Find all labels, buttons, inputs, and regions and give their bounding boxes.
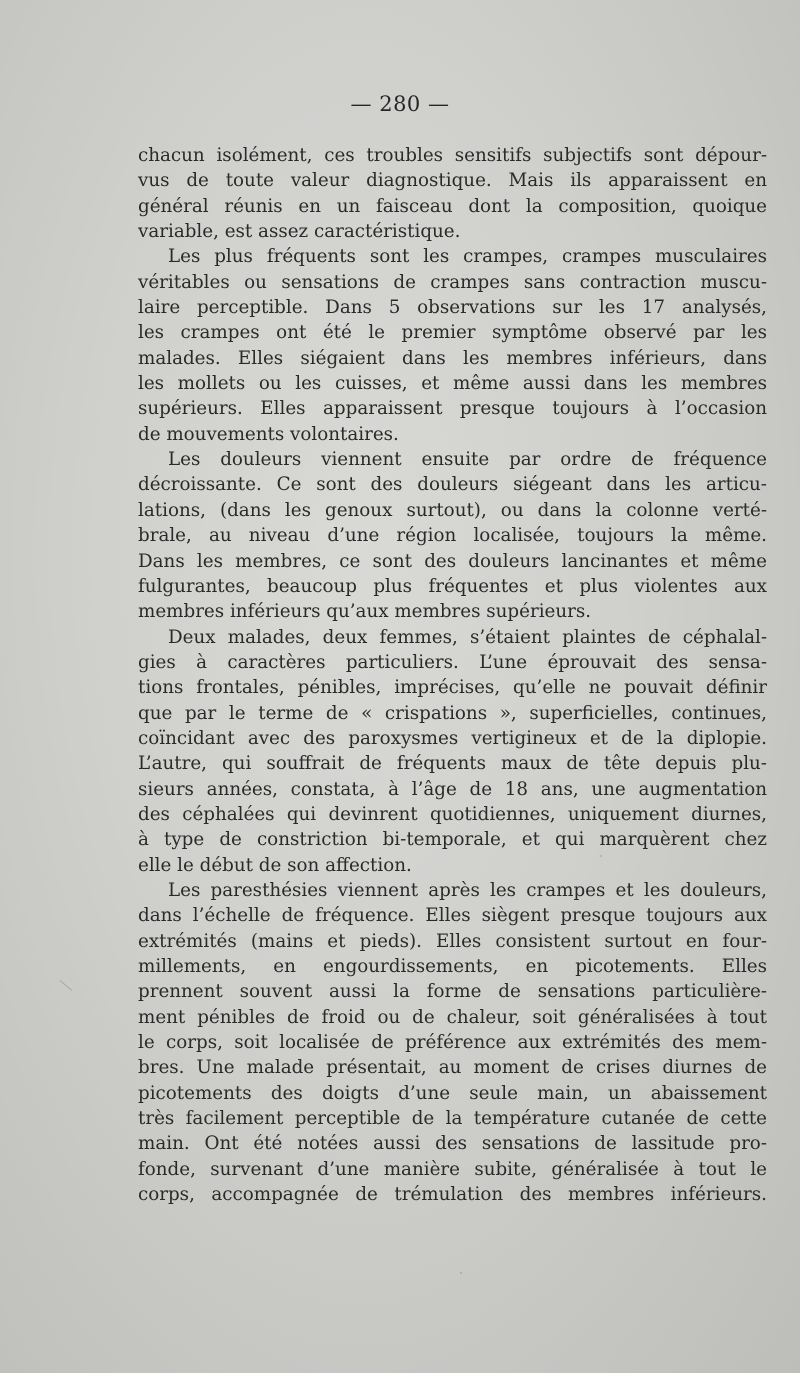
text-line: chacun isolément, ces troubles sensitifs subjectifs sont dépour- <box>138 145 767 166</box>
text-line: prennent souvent aussi la forme de sensations particulière- <box>138 981 767 1003</box>
text-line: malades. Elles siégaient dans les membres inférieurs, dans <box>138 347 767 369</box>
body-text <box>138 143 767 1207</box>
text-line: tions frontales, pénibles, imprécises, qu’elle ne pouvait définir <box>138 677 767 699</box>
text-line: lations, (dans les genoux surtout), ou dans la colonne verté- <box>138 499 767 521</box>
text-line: vus de toute valeur diagnostique. Mais ils apparaissent en <box>138 170 767 192</box>
text-line: coïncidant avec des paroxysmes vertigineux et de la diplopie. <box>138 727 767 749</box>
text-line: bres. Une malade présentait, au moment de crises diurnes de <box>138 1057 767 1079</box>
text-line: corps, accompagnée de trémulation des membres inférieurs. <box>138 1184 767 1206</box>
text-line: supérieurs. Elles apparaissent presque toujours à l’occasion <box>138 398 767 420</box>
paper-speck <box>460 1272 462 1274</box>
paragraph-start-line: Les plus fréquents sont les crampes, crampes musculaires <box>168 246 767 268</box>
text-line: très facilement perceptible de la température cutanée de cette <box>138 1108 767 1130</box>
text-line: brale, au niveau d’une région localisée, toujours la même. <box>138 525 767 547</box>
text-line: elle le début de son affection. <box>138 854 412 876</box>
paragraph-start-line: Les douleurs viennent ensuite par ordre de fréquence <box>168 449 767 471</box>
text-line: dans l’échelle de fréquence. Elles siègent presque toujours aux <box>138 905 767 927</box>
text-line: décroissante. Ce sont des douleurs siégeant dans les articu- <box>138 474 767 496</box>
text-line: ment pénibles de froid ou de chaleur, soit généralisées à tout <box>138 1006 767 1028</box>
text-line: picotements des doigts d’une seule main, un abaissement <box>138 1082 767 1104</box>
text-line: des céphalées qui devinrent quotidiennes, uniquement diurnes, <box>138 803 767 825</box>
paragraph-start-line: Deux malades, deux femmes, s’étaient plaintes de céphalal- <box>168 626 767 648</box>
text-line: fonde, survenant d’une manière subite, généralisée à tout le <box>138 1158 767 1180</box>
paper-speck <box>600 855 602 857</box>
text-line: à type de constriction bi-temporale, et qui marquèrent chez <box>138 829 767 851</box>
text-line: général réunis en un faisceau dont la composition, quoique <box>138 195 767 217</box>
text-line: variable, est assez caractéristique. <box>138 221 461 243</box>
text-line: L’autre, qui souffrait de fréquents maux de tête depuis plu- <box>138 753 767 775</box>
text-line: main. Ont été notées aussi des sensations de lassitude pro- <box>138 1133 767 1155</box>
text-line: que par le terme de « crispations », superficielles, continues, <box>138 702 767 724</box>
text-line: fulgurantes, beaucoup plus fréquentes et plus violentes aux <box>138 575 767 597</box>
text-line: sieurs années, constata, à l’âge de 18 ans, une augmentation <box>138 778 767 800</box>
text-line: les crampes ont été le premier symptôme observé par les <box>138 322 767 344</box>
text-line: millements, en engourdissements, en picotements. Elles <box>138 956 767 977</box>
text-line: Dans les membres, ce sont des douleurs lancinantes et même <box>138 550 767 572</box>
text-line: extrémités (mains et pieds). Elles consistent surtout en four- <box>138 930 767 952</box>
text-line: véritables ou sensations de crampes sans contraction muscu- <box>138 271 767 293</box>
paper-speck <box>60 980 73 991</box>
text-line: gies à caractères particuliers. L’une éprouvait des sensa- <box>138 651 767 673</box>
text-line: membres inférieurs qu’aux membres supérieurs. <box>138 601 592 623</box>
text-line: le corps, soit localisée de préférence aux extrémités des mem- <box>138 1032 767 1054</box>
page-number: — 280 — <box>350 92 450 116</box>
text-line: de mouvements volontaires. <box>138 423 399 445</box>
paragraph-start-line: Les paresthésies viennent après les crampes et les douleurs, <box>168 879 767 901</box>
text-line: les mollets ou les cuisses, et même aussi dans les membres <box>138 373 767 395</box>
text-line: laire perceptible. Dans 5 observations sur les 17 analysés, <box>138 297 767 319</box>
